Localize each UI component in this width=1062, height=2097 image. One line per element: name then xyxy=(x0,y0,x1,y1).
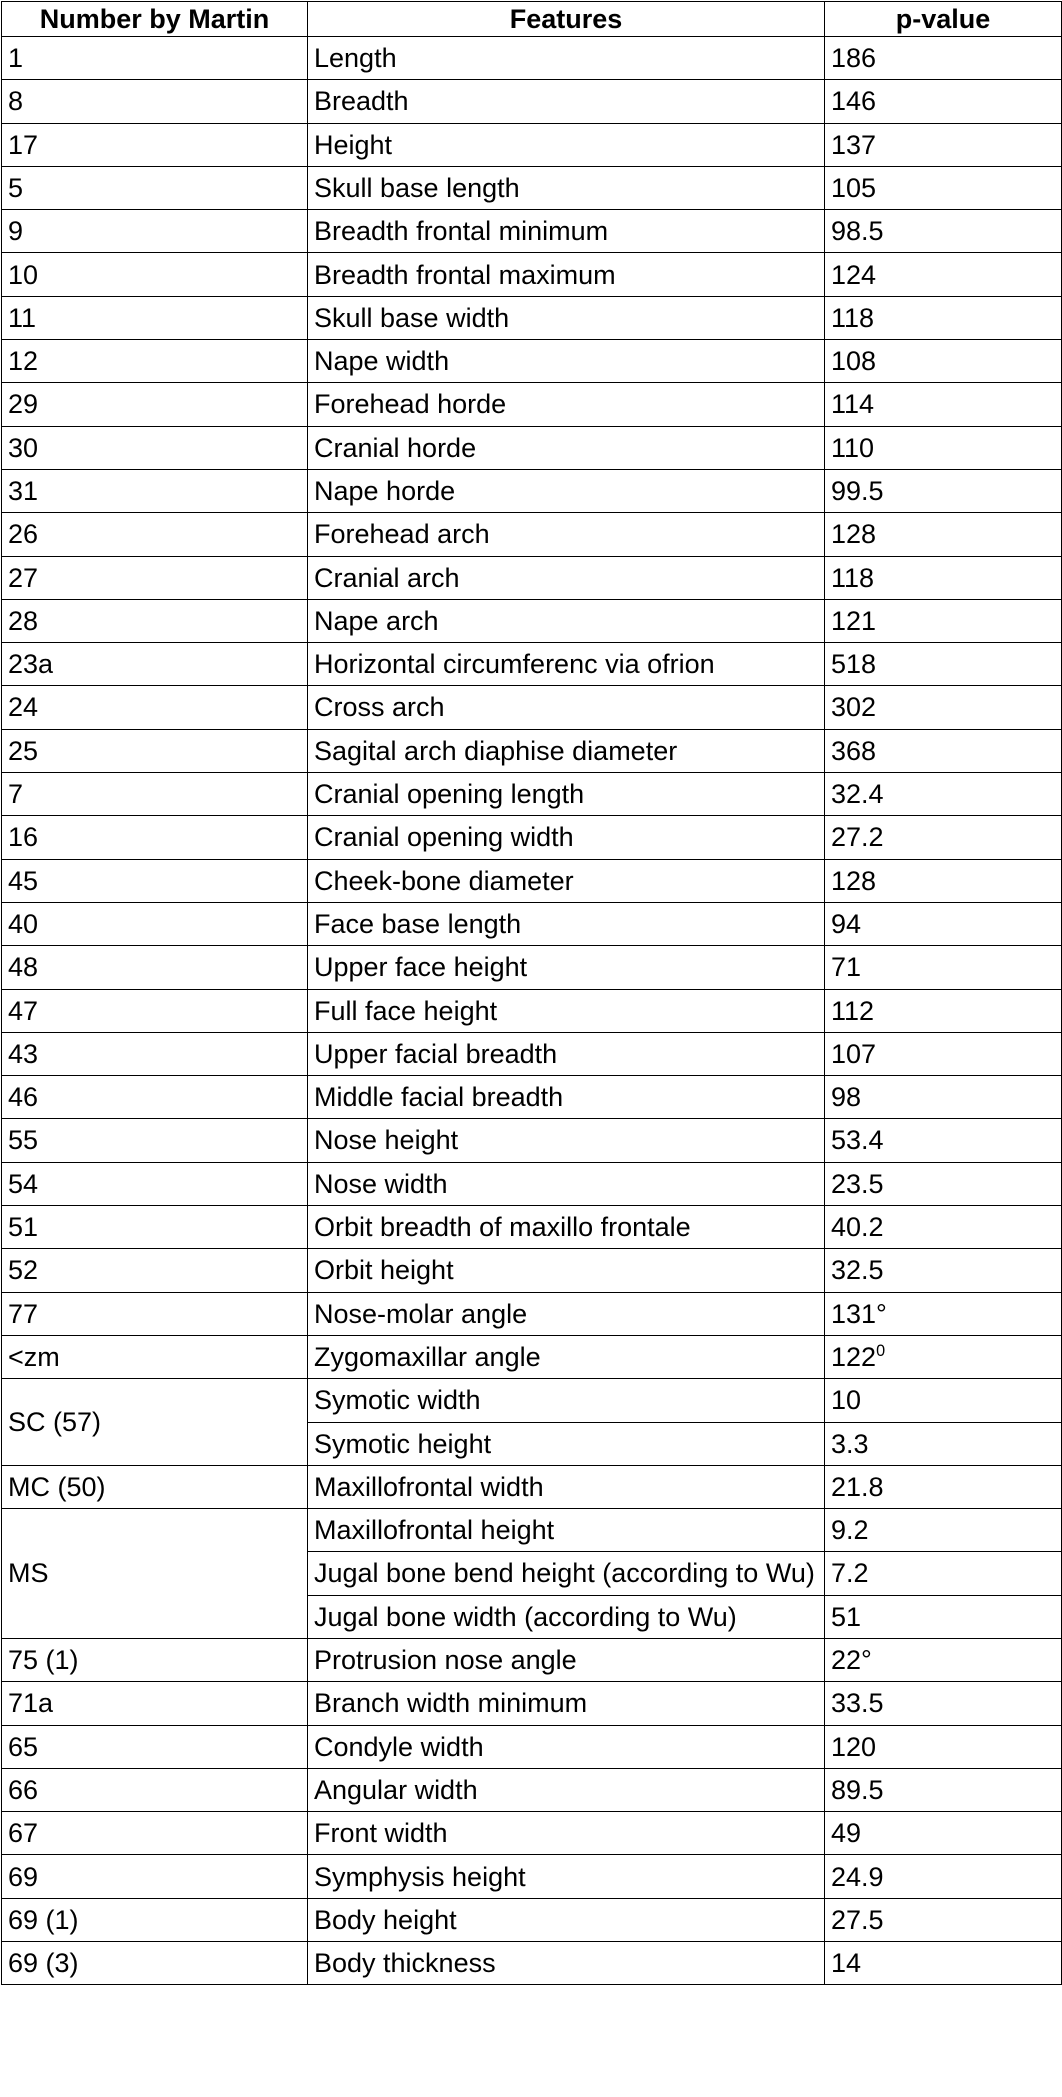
p-value-cell: 7.2 xyxy=(825,1552,1062,1595)
table-row xyxy=(2,989,1062,1032)
feature-cell: Upper facial breadth xyxy=(308,1032,825,1075)
feature-cell: Cranial opening width xyxy=(308,816,825,859)
martin-number-cell: 31 xyxy=(2,469,308,512)
table-row xyxy=(2,773,1062,816)
p-value-cell: 186 xyxy=(825,37,1062,80)
p-value-cell: 10 xyxy=(825,1379,1062,1422)
martin-number-cell: 27 xyxy=(2,556,308,599)
feature-cell: Forehead horde xyxy=(308,383,825,426)
table-row xyxy=(2,166,1062,209)
martin-number-cell: 71a xyxy=(2,1682,308,1725)
feature-cell: Protrusion nose angle xyxy=(308,1638,825,1681)
table-row xyxy=(2,210,1062,253)
p-value-cell: 518 xyxy=(825,643,1062,686)
table-row xyxy=(2,556,1062,599)
feature-cell: Nose height xyxy=(308,1119,825,1162)
martin-number-cell: 9 xyxy=(2,210,308,253)
p-value-cell: 22° xyxy=(825,1638,1062,1681)
p-value-cell: 3.3 xyxy=(825,1422,1062,1465)
feature-cell: Zygomaxillar angle xyxy=(308,1335,825,1378)
feature-cell: Skull base length xyxy=(308,166,825,209)
martin-number-cell: 23a xyxy=(2,643,308,686)
table-row xyxy=(2,340,1062,383)
table-row xyxy=(2,1942,1062,1985)
feature-cell: Body thickness xyxy=(308,1942,825,1985)
p-value-cell: 99.5 xyxy=(825,469,1062,512)
martin-number-cell: 40 xyxy=(2,902,308,945)
feature-cell: Cranial horde xyxy=(308,426,825,469)
feature-cell: Face base length xyxy=(308,902,825,945)
martin-number-cell: <zm xyxy=(2,1335,308,1378)
table-row xyxy=(2,1206,1062,1249)
p-value-cell: 89.5 xyxy=(825,1768,1062,1811)
martin-number-cell: 24 xyxy=(2,686,308,729)
p-value-cell: 33.5 xyxy=(825,1682,1062,1725)
feature-cell: Cheek-bone diameter xyxy=(308,859,825,902)
martin-number-cell: 69 (3) xyxy=(2,1942,308,1985)
table-row xyxy=(2,1292,1062,1335)
feature-cell: Symotic width xyxy=(308,1379,825,1422)
p-value-cell: 114 xyxy=(825,383,1062,426)
feature-cell: Nape arch xyxy=(308,599,825,642)
feature-cell: Symphysis height xyxy=(308,1855,825,1898)
martin-number-cell: 26 xyxy=(2,513,308,556)
martin-number-cell: 51 xyxy=(2,1206,308,1249)
p-value-cell: 118 xyxy=(825,556,1062,599)
p-value-cell: 128 xyxy=(825,513,1062,556)
p-value-cell: 94 xyxy=(825,902,1062,945)
table-row xyxy=(2,37,1062,80)
feature-cell: Length xyxy=(308,37,825,80)
feature-cell: Branch width minimum xyxy=(308,1682,825,1725)
feature-cell: Forehead arch xyxy=(308,513,825,556)
feature-cell: Maxillofrontal height xyxy=(308,1509,825,1552)
martin-number-cell: 48 xyxy=(2,946,308,989)
feature-cell: Orbit height xyxy=(308,1249,825,1292)
table-row xyxy=(2,1032,1062,1075)
martin-number-cell: 1 xyxy=(2,37,308,80)
feature-cell: Middle facial breadth xyxy=(308,1076,825,1119)
martin-number-cell: 66 xyxy=(2,1768,308,1811)
martin-number-cell: 69 (1) xyxy=(2,1898,308,1941)
table-row xyxy=(2,80,1062,123)
martin-number-cell: 17 xyxy=(2,123,308,166)
table-row xyxy=(2,859,1062,902)
feature-cell: Front width xyxy=(308,1812,825,1855)
p-value-cell: 14 xyxy=(825,1942,1062,1985)
table-row xyxy=(2,469,1062,512)
martin-number-cell: 67 xyxy=(2,1812,308,1855)
p-value-cell: 53.4 xyxy=(825,1119,1062,1162)
p-value-cell: 32.5 xyxy=(825,1249,1062,1292)
table-row xyxy=(2,1898,1062,1941)
martin-number-cell: SC (57) xyxy=(2,1379,308,1466)
feature-cell: Symotic height xyxy=(308,1422,825,1465)
table-row xyxy=(2,902,1062,945)
feature-cell: Nape width xyxy=(308,340,825,383)
table-body xyxy=(2,37,1062,1985)
p-value-cell: 146 xyxy=(825,80,1062,123)
feature-cell: Upper face height xyxy=(308,946,825,989)
feature-cell: Nose-molar angle xyxy=(308,1292,825,1335)
p-value-cell: 21.8 xyxy=(825,1465,1062,1508)
header-value: p-value xyxy=(825,2,1062,37)
p-value-cell: 302 xyxy=(825,686,1062,729)
martin-number-cell: 11 xyxy=(2,296,308,339)
table-row xyxy=(2,816,1062,859)
p-value-cell: 118 xyxy=(825,296,1062,339)
p-value-cell: 368 xyxy=(825,729,1062,772)
p-value-cell: 9.2 xyxy=(825,1509,1062,1552)
table-row xyxy=(2,1812,1062,1855)
table-row xyxy=(2,383,1062,426)
martin-number-cell: 10 xyxy=(2,253,308,296)
martin-number-cell: 7 xyxy=(2,773,308,816)
table-row xyxy=(2,1076,1062,1119)
p-value-cell: 24.9 xyxy=(825,1855,1062,1898)
table-row xyxy=(2,686,1062,729)
martin-number-cell: 55 xyxy=(2,1119,308,1162)
p-value-text: 122 xyxy=(831,1341,877,1372)
martin-number-cell: 16 xyxy=(2,816,308,859)
table-row xyxy=(2,599,1062,642)
feature-cell: Breadth frontal maximum xyxy=(308,253,825,296)
martin-number-cell: 46 xyxy=(2,1076,308,1119)
table-row xyxy=(2,1119,1062,1162)
martin-number-cell: 45 xyxy=(2,859,308,902)
feature-cell: Nose width xyxy=(308,1162,825,1205)
p-value-cell: 105 xyxy=(825,166,1062,209)
header-row xyxy=(2,2,1062,37)
p-value-cell: 110 xyxy=(825,426,1062,469)
martin-number-cell: 29 xyxy=(2,383,308,426)
p-value-cell: 49 xyxy=(825,1812,1062,1855)
martin-number-cell: 12 xyxy=(2,340,308,383)
p-value-cell: 98 xyxy=(825,1076,1062,1119)
feature-cell: Full face height xyxy=(308,989,825,1032)
feature-cell: Horizontal circumferenc via ofrion xyxy=(308,643,825,686)
martin-number-cell: 52 xyxy=(2,1249,308,1292)
table-row xyxy=(2,729,1062,772)
p-value-cell: 51 xyxy=(825,1595,1062,1638)
martin-number-cell: 25 xyxy=(2,729,308,772)
feature-cell: Maxillofrontal width xyxy=(308,1465,825,1508)
p-value-cell: 131° xyxy=(825,1292,1062,1335)
table-row xyxy=(2,1509,1062,1552)
table-row xyxy=(2,946,1062,989)
table-row xyxy=(2,1682,1062,1725)
feature-cell: Nape horde xyxy=(308,469,825,512)
feature-cell: Cranial arch xyxy=(308,556,825,599)
martin-number-cell: MS xyxy=(2,1509,308,1639)
p-value-cell: 137 xyxy=(825,123,1062,166)
table-row xyxy=(2,426,1062,469)
p-value-cell: 23.5 xyxy=(825,1162,1062,1205)
martin-number-cell: 28 xyxy=(2,599,308,642)
feature-cell: Jugal bone width (according to Wu) xyxy=(308,1595,825,1638)
table-row xyxy=(2,643,1062,686)
measurements-table xyxy=(1,1,1062,1985)
martin-number-cell: MC (50) xyxy=(2,1465,308,1508)
table-row xyxy=(2,1162,1062,1205)
table-row xyxy=(2,296,1062,339)
p-value-cell: 108 xyxy=(825,340,1062,383)
p-value-cell: 121 xyxy=(825,599,1062,642)
table-row xyxy=(2,1638,1062,1681)
feature-cell: Breadth frontal minimum xyxy=(308,210,825,253)
martin-number-cell: 43 xyxy=(2,1032,308,1075)
p-value-cell: 27.5 xyxy=(825,1898,1062,1941)
table-row xyxy=(2,253,1062,296)
martin-number-cell: 30 xyxy=(2,426,308,469)
table-row xyxy=(2,1768,1062,1811)
martin-number-cell: 65 xyxy=(2,1725,308,1768)
header-number: Number by Martin xyxy=(2,2,308,37)
p-value-cell: 107 xyxy=(825,1032,1062,1075)
feature-cell: Body height xyxy=(308,1898,825,1941)
p-value-cell: 98.5 xyxy=(825,210,1062,253)
table-row xyxy=(2,123,1062,166)
p-value-cell: 120 xyxy=(825,1725,1062,1768)
feature-cell: Cross arch xyxy=(308,686,825,729)
p-value-cell: 40.2 xyxy=(825,1206,1062,1249)
table-row xyxy=(2,1379,1062,1422)
martin-number-cell: 8 xyxy=(2,80,308,123)
martin-number-cell: 47 xyxy=(2,989,308,1032)
header-feature: Features xyxy=(308,2,825,37)
table-row xyxy=(2,1335,1062,1378)
p-value-cell: 128 xyxy=(825,859,1062,902)
martin-number-cell: 77 xyxy=(2,1292,308,1335)
table-row xyxy=(2,1465,1062,1508)
table-row xyxy=(2,1725,1062,1768)
p-value-superscript: 0 xyxy=(876,1341,886,1360)
martin-number-cell: 75 (1) xyxy=(2,1638,308,1681)
feature-cell: Skull base width xyxy=(308,296,825,339)
feature-cell: Orbit breadth of maxillo frontale xyxy=(308,1206,825,1249)
feature-cell: Condyle width xyxy=(308,1725,825,1768)
p-value-cell: 32.4 xyxy=(825,773,1062,816)
martin-number-cell: 69 xyxy=(2,1855,308,1898)
table-row xyxy=(2,513,1062,556)
table-row xyxy=(2,1855,1062,1898)
feature-cell: Sagital arch diaphise diameter xyxy=(308,729,825,772)
p-value-cell xyxy=(825,1335,1062,1378)
p-value-cell: 27.2 xyxy=(825,816,1062,859)
p-value-cell: 124 xyxy=(825,253,1062,296)
feature-cell: Angular width xyxy=(308,1768,825,1811)
feature-cell: Jugal bone bend height (according to Wu) xyxy=(308,1552,825,1595)
feature-cell: Cranial opening length xyxy=(308,773,825,816)
feature-cell: Height xyxy=(308,123,825,166)
martin-number-cell: 5 xyxy=(2,166,308,209)
p-value-cell: 112 xyxy=(825,989,1062,1032)
p-value-cell: 71 xyxy=(825,946,1062,989)
table-row xyxy=(2,1249,1062,1292)
martin-number-cell: 54 xyxy=(2,1162,308,1205)
feature-cell: Breadth xyxy=(308,80,825,123)
